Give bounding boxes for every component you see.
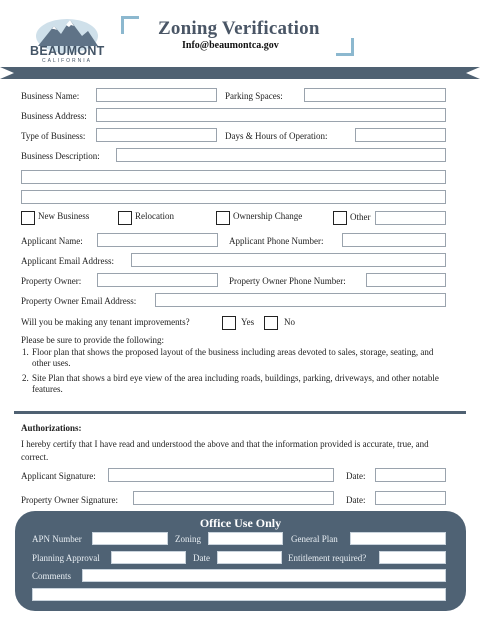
- applicant-date-label: Date:: [346, 471, 366, 481]
- applicant-email-label: Applicant Email Address:: [21, 256, 114, 266]
- office-use-title: Office Use Only: [199, 516, 282, 530]
- applicant-date-field[interactable]: [375, 468, 446, 482]
- contact-email[interactable]: Info@beaumontca.gov: [182, 40, 279, 51]
- provide-item-number: 1.: [22, 347, 29, 357]
- property-owner-date-label: Date:: [346, 495, 366, 505]
- applicant-phone-field[interactable]: [342, 233, 446, 247]
- planning-approval-label: Planning Approval: [32, 553, 100, 563]
- parking-spaces-field[interactable]: [304, 88, 446, 102]
- comments-label: Comments: [32, 571, 72, 581]
- provide-item-number: 2.: [22, 373, 29, 383]
- ownership-change-label: Ownership Change: [233, 211, 303, 221]
- relocation-checkbox[interactable]: [118, 211, 132, 225]
- relocation-label: Relocation: [135, 211, 174, 221]
- logo-sub: CALIFORNIA: [41, 58, 92, 64]
- business-name-label: Business Name:: [21, 91, 80, 101]
- general-plan-label: General Plan: [291, 534, 338, 544]
- ownership-change-checkbox[interactable]: [216, 211, 230, 225]
- zoning-label: Zoning: [175, 534, 201, 544]
- property-owner-phone-label: Property Owner Phone Number:: [229, 276, 346, 286]
- business-description-label: Business Description:: [21, 151, 100, 161]
- applicant-email-field[interactable]: [131, 253, 446, 267]
- planning-approval-field[interactable]: [111, 551, 186, 564]
- yes-label: Yes: [241, 317, 255, 327]
- new-business-checkbox[interactable]: [21, 211, 35, 225]
- no-label: No: [284, 317, 295, 327]
- business-description-field-2[interactable]: [21, 170, 446, 184]
- section-divider: [14, 411, 466, 414]
- logo-name: BEAUMONT: [30, 44, 105, 58]
- applicant-signature-label: Applicant Signature:: [21, 471, 96, 481]
- new-business-label: New Business: [38, 211, 90, 221]
- corner-bracket-bottom-right: [336, 38, 354, 56]
- comments-field[interactable]: [82, 569, 446, 582]
- days-hours-label: Days & Hours of Operation:: [225, 131, 328, 141]
- property-owner-phone-field[interactable]: [366, 273, 446, 287]
- header-ribbon: [0, 67, 480, 79]
- provide-item-text: Floor plan that shows the proposed layout of the business including areas devoted to sales, storage, seating, and other uses.: [32, 347, 434, 368]
- corner-bracket-top-left: [121, 16, 139, 34]
- business-name-field[interactable]: [96, 88, 217, 102]
- applicant-name-label: Applicant Name:: [21, 236, 83, 246]
- provide-item-text: Site Plan that shows a bird eye view of the area including roads, buildings, parking, driveways, and other notable features.: [32, 373, 439, 394]
- property-owner-label: Property Owner:: [21, 276, 82, 286]
- applicant-name-field[interactable]: [97, 233, 218, 247]
- provide-intro: Please be sure to provide the following:: [21, 335, 164, 345]
- business-address-field[interactable]: [96, 108, 446, 122]
- apn-number-label: APN Number: [32, 534, 82, 544]
- page-title: Zoning Verification: [158, 18, 320, 39]
- type-of-business-label: Type of Business:: [21, 131, 86, 141]
- comments-field-2[interactable]: [32, 588, 446, 601]
- no-checkbox[interactable]: [264, 316, 278, 330]
- certification-text: I hereby certify that I have read and understood the above and that the information provided is accurate, true, and correct.: [21, 439, 429, 462]
- business-address-label: Business Address:: [21, 111, 87, 121]
- zoning-field[interactable]: [208, 532, 283, 545]
- applicant-phone-label: Applicant Phone Number:: [229, 236, 324, 246]
- other-label: Other: [350, 212, 371, 222]
- applicant-signature-field[interactable]: [108, 468, 334, 482]
- entitlement-label: Entitlement required?: [288, 553, 367, 563]
- other-field[interactable]: [375, 211, 446, 225]
- office-date-field[interactable]: [217, 551, 282, 564]
- type-of-business-field[interactable]: [96, 128, 217, 142]
- business-description-field-3[interactable]: [21, 190, 446, 204]
- beaumont-logo: [30, 14, 104, 66]
- property-owner-signature-label: Property Owner Signature:: [21, 495, 118, 505]
- general-plan-field[interactable]: [350, 532, 446, 545]
- property-owner-date-field[interactable]: [375, 491, 446, 505]
- property-owner-email-field[interactable]: [155, 293, 446, 307]
- entitlement-field[interactable]: [379, 551, 446, 564]
- property-owner-email-label: Property Owner Email Address:: [21, 296, 137, 306]
- property-owner-signature-field[interactable]: [133, 491, 334, 505]
- office-use-panel: [15, 511, 466, 611]
- days-hours-field[interactable]: [355, 128, 446, 142]
- parking-spaces-label: Parking Spaces:: [225, 91, 283, 101]
- yes-checkbox[interactable]: [222, 316, 236, 330]
- office-date-label: Date: [193, 553, 210, 563]
- tenant-improvements-question: Will you be making any tenant improvements?: [21, 317, 190, 327]
- property-owner-field[interactable]: [97, 273, 218, 287]
- other-checkbox[interactable]: [333, 211, 347, 225]
- apn-number-field[interactable]: [92, 532, 168, 545]
- business-description-field[interactable]: [116, 148, 446, 162]
- authorizations-heading: Authorizations:: [21, 423, 82, 433]
